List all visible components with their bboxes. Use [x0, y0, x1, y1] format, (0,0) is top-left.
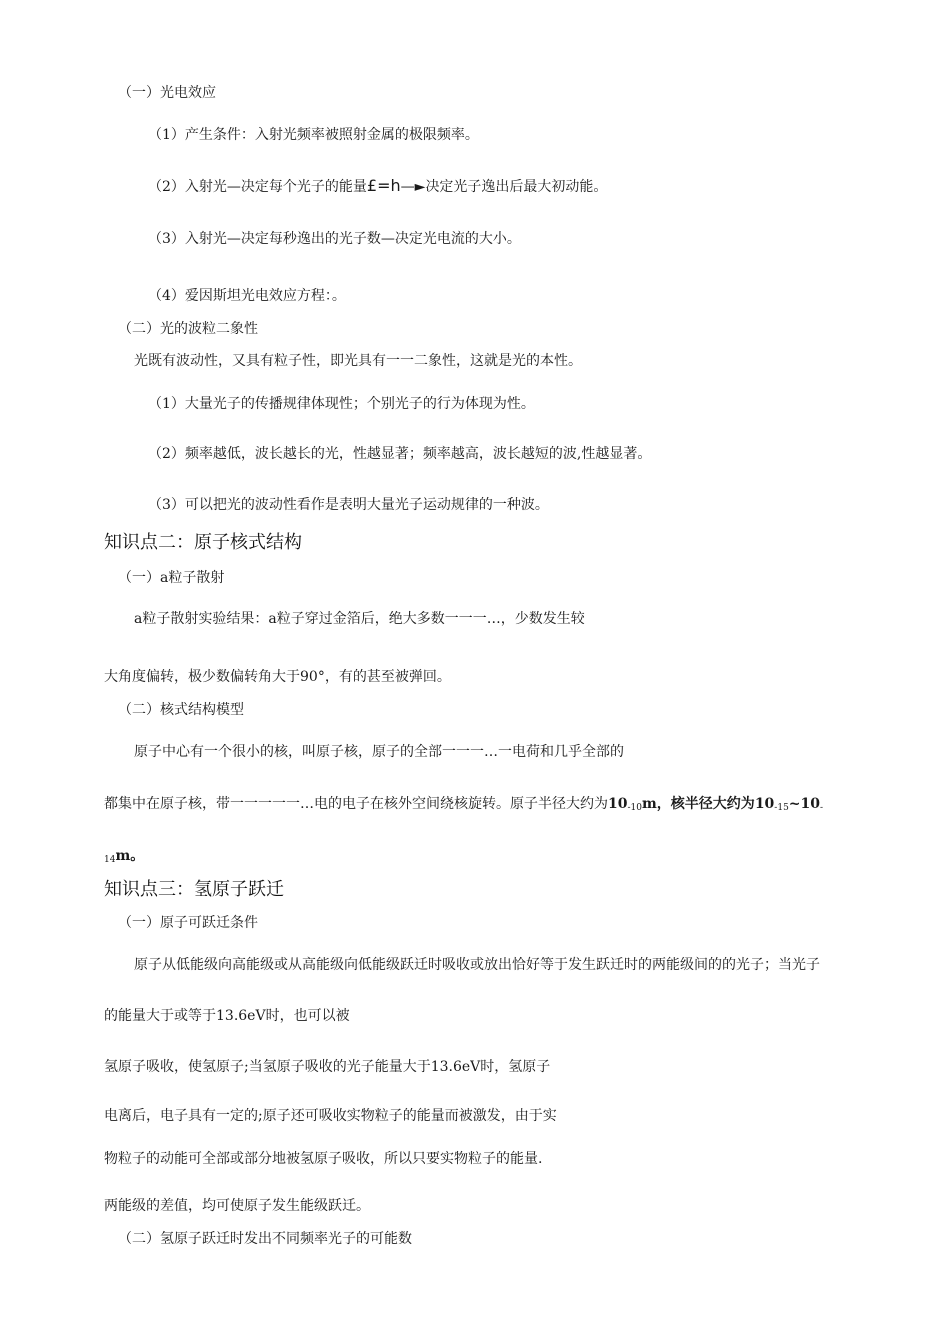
- heading-knowledge-2: 知识点二：原子核式结构: [104, 532, 302, 553]
- photoelectric-item-2-text-a: （2）入射光—决定每个光子的能量: [148, 179, 367, 195]
- atom-radius-exponent: -10: [627, 803, 642, 813]
- wave-particle-item-2: （2）频率越低，波长越长的光，性越显著；频率越高，波长越短的波,性越显著。: [148, 446, 652, 462]
- arrow-icon: —►: [400, 179, 426, 195]
- alpha-scattering-paragraph-2: 大角度偏转，极少数偏转角大于90°，有的甚至被弹回。: [104, 669, 451, 685]
- alpha-scattering-paragraph-1: a粒子散射实验结果：a粒子穿过金箔后，绝大多数一一一…，少数发生较: [134, 611, 585, 627]
- heading-knowledge-3: 知识点三：氢原子跃迁: [104, 879, 284, 900]
- transition-paragraph-4: 电离后，电子具有一定的;原子还可吸收实物粒子的能量而被激发，由于实: [104, 1108, 557, 1124]
- transition-paragraph-2: 的能量大于或等于13.6eV时，也可以被: [104, 1008, 350, 1024]
- transition-paragraph-5: 物粒子的动能可全部或部分地被氢原子吸收，所以只要实物粒子的能量.: [104, 1151, 543, 1167]
- section-title-wave-particle: （二）光的波粒二象性: [118, 321, 258, 337]
- photoelectric-item-3: （3）入射光—决定每秒逸出的光子数—决定光电流的大小。: [148, 231, 521, 247]
- transition-paragraph-3: 氢原子吸收，使氢原子;当氢原子吸收的光子能量大于13.6eV时，氢原子: [104, 1059, 551, 1075]
- photon-energy-formula: £=h: [366, 176, 401, 195]
- nucleus-radius-unit: m。: [115, 848, 145, 864]
- transition-paragraph-6: 两能级的差值，均可使原子发生能级跃迁。: [104, 1198, 370, 1214]
- nuclear-model-paragraph-3: [104, 847, 144, 867]
- atom-radius-base: 10: [608, 796, 628, 812]
- photoelectric-item-1: （1）产生条件：入射光频率被照射金属的极限频率。: [148, 127, 479, 143]
- nucleus-radius-range: ~10: [788, 796, 821, 812]
- section-title-nuclear-model: （二）核式结构模型: [118, 702, 244, 718]
- photoelectric-item-2: [148, 177, 607, 196]
- transition-paragraph-1: 原子从低能级向高能级或从高能级向低能级跃迁时吸收或放出恰好等于发生跃迁时的两能级间的的光子；当光子: [134, 957, 820, 973]
- section-title-transition-conditions: （一）原子可跃迁条件: [118, 915, 258, 931]
- wave-particle-item-3: （3）可以把光的波动性看作是表明大量光子运动规律的一种波。: [148, 497, 549, 513]
- nuclear-model-paragraph-1: 原子中心有一个很小的核，叫原子核，原子的全部一一一…一电荷和几乎全部的: [134, 744, 624, 760]
- wave-particle-intro: 光既有波动性，又具有粒子性，即光具有一一二象性，这就是光的本性。: [134, 353, 582, 369]
- section-title-alpha-scattering: （一）a粒子散射: [118, 570, 225, 586]
- section-title-photon-count: （二）氢原子跃迁时发出不同频率光子的可能数: [118, 1231, 412, 1247]
- atom-radius-unit: m，核半径大约为: [641, 796, 755, 812]
- nuclear-model-paragraph-2: [104, 795, 823, 815]
- wave-particle-item-1: （1）大量光子的传播规律体现性；个别光子的行为体现为性。: [148, 396, 535, 412]
- nucleus-radius-exponent-dash: -: [820, 803, 824, 813]
- section-title-photoelectric: （一）光电效应: [118, 85, 216, 101]
- photoelectric-item-2-text-b: 决定光子逸出后最大初动能。: [425, 179, 608, 195]
- nuclear-model-text-a: 都集中在原子核，带一一一一一…电的电子在核外空间绕核旋转。原子半径大约为: [104, 796, 608, 812]
- photoelectric-item-4: （4）爱因斯坦光电效应方程：。: [148, 288, 346, 304]
- nucleus-radius-exponent-low: -15: [774, 803, 789, 813]
- nucleus-radius-base: 10: [754, 796, 775, 812]
- nucleus-radius-exponent-high: 14: [104, 855, 116, 865]
